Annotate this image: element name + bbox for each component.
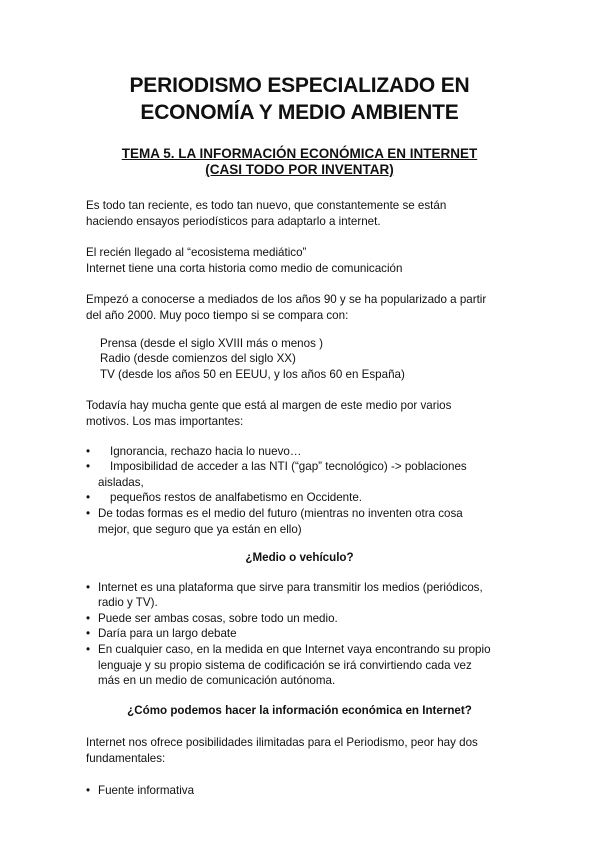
list-item [86, 490, 513, 506]
text-line: Internet nos ofrece posibilidades ilimitadas para el Periodismo, peor hay dos [86, 736, 478, 750]
text-line: Fuente informativa [98, 783, 195, 797]
text-line: motivos. Los mas importantes: [86, 414, 244, 428]
text-line: pequeños restos de analfabetismo en Occidente. [110, 491, 363, 505]
text-line: Ignorancia, rechazo hacia lo nuevo… [110, 444, 302, 458]
text-line: más en un medio de comunicación autónoma. [98, 674, 336, 688]
history-paragraph [86, 292, 513, 323]
list-item [86, 444, 513, 460]
media-item: Prensa (desde el siglo XVIII más o menos ) [100, 336, 323, 350]
text-line: haciendo ensayos periodísticos para adaptarlo a internet. [86, 214, 381, 228]
subheading-como-hacer: ¿Cómo podemos hacer la información económica en Internet? [127, 703, 472, 717]
bullet-icon: • [86, 444, 91, 458]
list-item [86, 506, 513, 537]
text-line: De todas formas es el medio del futuro (mientras no inventen otra cosa [98, 506, 463, 520]
newcomer-paragraph [86, 245, 513, 276]
text-line: Daría para un largo debate [98, 627, 237, 641]
section-title [86, 146, 513, 178]
list-item [86, 783, 513, 799]
bullet-icon: • [86, 611, 91, 625]
bullet-icon: • [86, 460, 91, 474]
fundamentals-list [86, 783, 513, 799]
intro-paragraph [86, 198, 513, 229]
title-line: PERIODISMO ESPECIALIZADO EN [129, 74, 470, 97]
section-title-line: (CASI TODO POR INVENTAR) [205, 162, 394, 177]
text-line: Empezó a conocerse a mediados de los años 90 y se ha popularizado a partir [86, 293, 487, 307]
reasons-paragraph [86, 398, 513, 429]
text-line: El recién llegado al “ecosistema mediático” [86, 246, 307, 260]
text-line: del año 2000. Muy poco tiempo si se compara con: [86, 308, 349, 322]
bullet-icon: • [86, 506, 91, 520]
text-line: radio y TV). [98, 596, 158, 610]
list-item [86, 642, 513, 689]
bullet-icon: • [86, 580, 91, 594]
text-line: Puede ser ambas cosas, sobre todo un medio. [98, 611, 338, 625]
medio-points-list [86, 580, 513, 689]
title-line: ECONOMÍA Y MEDIO AMBIENTE [140, 101, 459, 124]
text-line: Todavía hay mucha gente que está al margen de este medio por varios [86, 399, 452, 413]
bullet-icon: • [86, 491, 91, 505]
text-line: Internet es una plataforma que sirve para transmitir los medios (periódicos, [98, 580, 483, 594]
list-item [86, 611, 513, 627]
text-line: Internet tiene una corta historia como medio de comunicación [86, 261, 403, 275]
text-line: aisladas, [98, 475, 144, 489]
list-item [86, 626, 513, 642]
text-line: lenguaje y su propio sistema de codificación se irá convirtiendo cada vez [98, 658, 472, 672]
text-line: mejor, que seguro que ya están en ello) [98, 522, 302, 536]
subheading-medio-vehiculo: ¿Medio o vehículo? [245, 551, 354, 565]
possibilities-paragraph [86, 735, 513, 766]
media-item: Radio (desde comienzos del siglo XX) [100, 352, 296, 366]
reasons-list [86, 444, 513, 538]
section-title-line: TEMA 5. LA INFORMACIÓN ECONÓMICA EN INTERNET [121, 146, 478, 161]
list-item [86, 580, 513, 611]
text-line: En cualquier caso, en la medida en que Internet vaya encontrando su propio [98, 643, 491, 657]
text-line: Imposibilidad de acceder a las NTI (“gap” tecnológico) -> poblaciones [110, 460, 467, 474]
bullet-icon: • [86, 627, 91, 641]
text-line: Es todo tan reciente, es todo tan nuevo, que constantemente se están [86, 199, 447, 212]
media-item: TV (desde los años 50 en EEUU, y los años 60 en España) [100, 367, 405, 381]
media-comparison-list [86, 336, 513, 383]
document-title [86, 0, 513, 126]
list-item [86, 459, 513, 490]
bullet-icon: • [86, 643, 91, 657]
text-line: fundamentales: [86, 752, 166, 766]
bullet-icon: • [86, 783, 91, 797]
